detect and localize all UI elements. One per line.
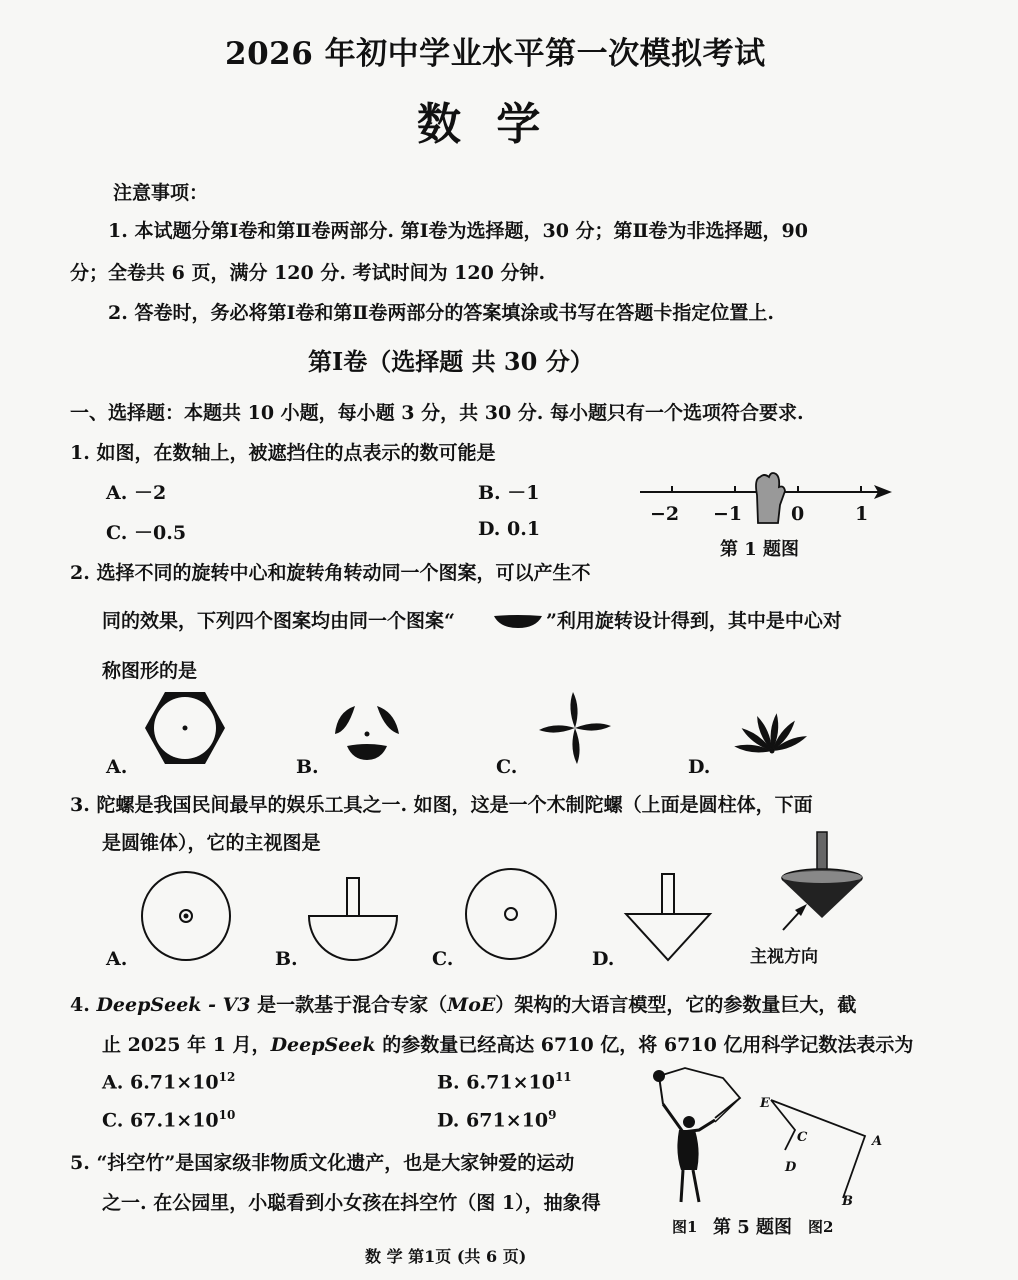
q2-label-a: A. xyxy=(106,756,128,778)
subject-title: 数 学 xyxy=(417,99,551,150)
point-d-label: D xyxy=(785,1160,797,1175)
q1-tick-neg2: −2 xyxy=(650,503,680,525)
q5-figure1-girl xyxy=(645,1062,750,1212)
q3-label-b: B. xyxy=(275,948,298,970)
q2-label-b: B. xyxy=(296,756,319,778)
q1-tick-1: 1 xyxy=(855,503,869,525)
q5-line2: 之一. 在公园里，小聪看到小女孩在抖空竹（图 1），抽象得 xyxy=(102,1192,601,1214)
notes-heading: 注意事项： xyxy=(113,182,209,204)
point-b-label: B xyxy=(842,1194,853,1209)
section-title: 第Ⅰ卷（选择题 共 30 分） xyxy=(308,347,594,376)
top-handle xyxy=(817,832,827,870)
q2-line3: 称图形的是 xyxy=(102,660,198,682)
q1-tick-neg1: −1 xyxy=(713,503,743,525)
q1-tick-0: 0 xyxy=(791,503,805,525)
point-a-label: A xyxy=(872,1134,883,1149)
point-c-label: C xyxy=(797,1130,808,1145)
q2-figure-a xyxy=(140,688,230,768)
q3-figure-c xyxy=(463,866,559,962)
q3-figure-d xyxy=(622,872,717,964)
q2-line2a: 同的效果，下列四个图案均由同一个图案“ xyxy=(102,610,455,632)
point-e-label: E xyxy=(760,1096,770,1111)
notes-item2: 2. 答卷时，务必将第Ⅰ卷和第Ⅱ卷两部分的答案填涂或书写在答题卡指定位置上. xyxy=(108,302,774,324)
q5-figure2-lines xyxy=(755,1090,885,1210)
q5-caption: 第 5 题图 xyxy=(713,1217,793,1238)
q3-label-d: D. xyxy=(592,948,615,970)
q3-figure-b xyxy=(305,876,405,966)
q4-option-b: B. $6.71\times 10^{11}$ xyxy=(437,1070,572,1094)
q2-line2b: ”利用旋转设计得到，其中是中心对 xyxy=(546,610,842,632)
q2-label-d: D. xyxy=(688,756,711,778)
q5-fig2-label: 图2 xyxy=(808,1218,834,1236)
exam-title: 2026 年初中学业水平第一次模拟考试 xyxy=(225,36,766,72)
q4-option-c: C. $67.1\times 10^{10}$ xyxy=(102,1108,236,1132)
q2-line1: 2. 选择不同的旋转中心和旋转角转动同一个图案，可以产生不 xyxy=(70,562,591,584)
section-intro: 一、选择题：本题共 10 小题，每小题 3 分，共 30 分. 每小题只有一个选项符合要求. xyxy=(70,402,804,424)
q2-figure-d xyxy=(720,705,825,765)
q1-option-d: D. 0.1 xyxy=(478,518,541,540)
q2-label-c: C. xyxy=(496,756,518,778)
q5-line1: 5. “抖空竹”是国家级非物质文化遗产，也是大家钟爱的运动 xyxy=(70,1152,575,1174)
notes-item1-line2: 分；全卷共 6 页，满分 120 分. 考试时间为 120 分钟. xyxy=(70,262,546,284)
page-footer: 数 学 第1页 (共 6 页) xyxy=(365,1247,527,1266)
spinning-top-illustration xyxy=(745,830,875,940)
q3-figure-a xyxy=(140,868,236,964)
q3-line2: 是圆锥体），它的主视图是 xyxy=(102,832,321,854)
q1-option-b: B. －1 xyxy=(478,482,540,504)
q1-stem: 1. 如图，在数轴上，被遮挡住的点表示的数可能是 xyxy=(70,442,496,464)
q3-direction-label: 主视方向 xyxy=(750,947,818,967)
q1-caption: 第 1 题图 xyxy=(720,539,800,560)
crescent-pattern-icon xyxy=(492,612,544,630)
notes-item1-line1: 1. 本试题分第Ⅰ卷和第Ⅱ卷两部分. 第Ⅰ卷为选择题，30 分；第Ⅱ卷为非选择题，90 xyxy=(108,220,808,242)
q4-line2: 止 2025 年 1 月，DeepSeek 的参数量已经高达 6710 亿，将 6710 亿用科学记数法表示为 xyxy=(102,1034,914,1056)
q1-option-c: C. －0.5 xyxy=(106,522,187,544)
q3-label-c: C. xyxy=(432,948,454,970)
q4-line1: 4. DeepSeek - V3 是一款基于混合专家（MoE）架构的大语言模型，它的参数量巨大，截 xyxy=(70,994,857,1016)
q5-fig1-label: 图1 xyxy=(672,1218,698,1236)
q4-option-d: D. $671\times 10^9$ xyxy=(437,1108,557,1132)
q1-option-a: A. －2 xyxy=(106,482,167,504)
q3-label-a: A. xyxy=(106,948,128,970)
mitten-icon xyxy=(756,473,785,523)
q4-option-a: A. $6.71\times 10^{12}$ xyxy=(102,1070,236,1094)
q2-figure-b xyxy=(325,698,410,768)
q2-figure-c xyxy=(535,688,615,768)
q3-line1: 3. 陀螺是我国民间最早的娱乐工具之一. 如图，这是一个木制陀螺（上面是圆柱体，下面 xyxy=(70,794,813,816)
